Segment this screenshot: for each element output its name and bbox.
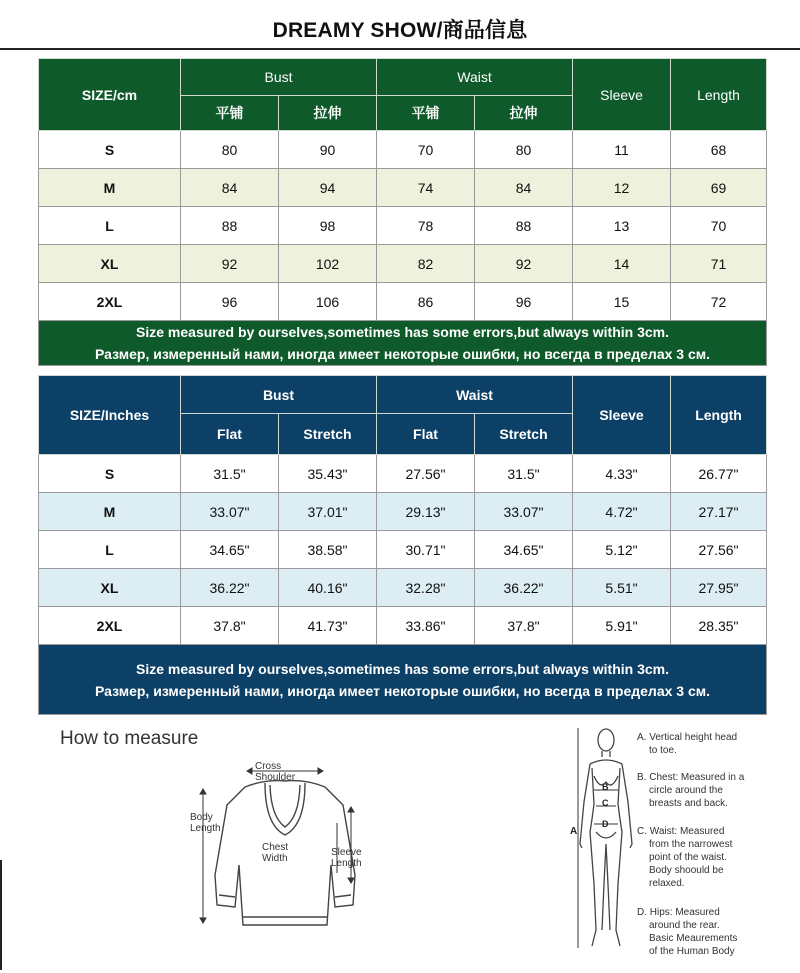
value-cell: 29.13"	[377, 493, 475, 531]
value-cell: 37.01"	[279, 493, 377, 531]
size-label-cell: XL	[39, 245, 181, 283]
value-cell: 32.28"	[377, 569, 475, 607]
value-cell: 84	[181, 169, 279, 207]
value-cell: 36.22"	[475, 569, 573, 607]
disclaimer-note	[39, 321, 767, 366]
value-cell: 72	[671, 283, 767, 321]
body-length-label: Body Length	[190, 812, 221, 834]
value-cell: 33.86"	[377, 607, 475, 645]
size-label-cell: M	[39, 493, 181, 531]
table-row	[39, 283, 767, 321]
value-cell: 5.91"	[573, 607, 671, 645]
bust-header: Bust	[181, 376, 377, 414]
value-cell: 33.07"	[181, 493, 279, 531]
sub-header: Stretch	[475, 414, 573, 455]
value-cell: 78	[377, 207, 475, 245]
value-cell: 37.8"	[181, 607, 279, 645]
value-cell: 14	[573, 245, 671, 283]
value-cell: 70	[377, 131, 475, 169]
size-table-cm	[38, 58, 767, 366]
value-cell: 86	[377, 283, 475, 321]
value-cell: 4.72"	[573, 493, 671, 531]
value-cell: 36.22"	[181, 569, 279, 607]
value-cell: 31.5"	[181, 455, 279, 493]
note-russian: Размер, измеренный нами, иногда имеет некоторые ошибки, но всегда в пределах 3 см.	[95, 346, 710, 362]
value-cell: 40.16"	[279, 569, 377, 607]
note-english: Size measured by ourselves,sometimes has some errors,but always within 3cm.	[136, 660, 669, 677]
size-label-cell: L	[39, 531, 181, 569]
sub-header: 拉伸	[475, 96, 573, 131]
title-divider	[0, 48, 800, 50]
sub-header: 拉伸	[279, 96, 377, 131]
value-cell: 92	[475, 245, 573, 283]
page-title: DREAMY SHOW/商品信息	[272, 19, 528, 42]
mark-a: A	[570, 826, 578, 837]
note-height: A. Vertical height head to toe.	[637, 732, 738, 756]
value-cell: 37.8"	[475, 607, 573, 645]
value-cell: 34.65"	[475, 531, 573, 569]
body-figure-diagram	[570, 724, 640, 964]
value-cell: 106	[279, 283, 377, 321]
sleeve-header: Sleeve	[573, 59, 671, 131]
value-cell: 27.17"	[671, 493, 767, 531]
value-cell: 26.77"	[671, 455, 767, 493]
value-cell: 34.65"	[181, 531, 279, 569]
table-row	[39, 455, 767, 493]
note-chest: B. Chest: Measured in a circle around the breasts and back.	[637, 772, 745, 809]
table-row	[39, 493, 767, 531]
value-cell: 68	[671, 131, 767, 169]
value-cell: 69	[671, 169, 767, 207]
table-row	[39, 207, 767, 245]
value-cell: 88	[181, 207, 279, 245]
value-cell: 15	[573, 283, 671, 321]
sub-header: Flat	[377, 414, 475, 455]
size-label-cell: 2XL	[39, 607, 181, 645]
value-cell: 28.35"	[671, 607, 767, 645]
table-row	[39, 131, 767, 169]
value-cell: 4.33"	[573, 455, 671, 493]
waist-header: Waist	[377, 376, 573, 414]
value-cell: 31.5"	[475, 455, 573, 493]
value-cell: 102	[279, 245, 377, 283]
value-cell: 27.56"	[671, 531, 767, 569]
value-cell: 84	[475, 169, 573, 207]
corner-label: SIZE/cm	[39, 59, 181, 131]
cross-shoulder-label: Cross Shoulder	[255, 761, 296, 783]
sub-header: Flat	[181, 414, 279, 455]
value-cell: 96	[181, 283, 279, 321]
value-cell: 90	[279, 131, 377, 169]
value-cell: 11	[573, 131, 671, 169]
size-label-cell: M	[39, 169, 181, 207]
sub-header: 平铺	[377, 96, 475, 131]
value-cell: 80	[475, 131, 573, 169]
value-cell: 12	[573, 169, 671, 207]
value-cell: 27.95"	[671, 569, 767, 607]
table-row	[39, 607, 767, 645]
value-cell: 92	[181, 245, 279, 283]
value-cell: 70	[671, 207, 767, 245]
value-cell: 35.43"	[279, 455, 377, 493]
disclaimer-note	[39, 645, 767, 715]
mark-c: C	[602, 798, 609, 808]
value-cell: 27.56"	[377, 455, 475, 493]
bust-header: Bust	[181, 59, 377, 96]
size-label-cell: 2XL	[39, 283, 181, 321]
value-cell: 88	[475, 207, 573, 245]
table-row	[39, 169, 767, 207]
value-cell: 13	[573, 207, 671, 245]
note-hips: D. Hips: Measured around the rear. Basic Meaurements of the Human Body	[637, 907, 738, 957]
how-to-measure-heading: How to measure	[60, 728, 199, 749]
table-row	[39, 531, 767, 569]
waist-header: Waist	[377, 59, 573, 96]
length-header: Length	[671, 59, 767, 131]
note-waist: C. Waist: Measured from the narrowest point of the waist. Body shoould be relaxed.	[637, 826, 733, 889]
left-edge-line	[0, 860, 2, 970]
sub-header: Stretch	[279, 414, 377, 455]
size-label-cell: L	[39, 207, 181, 245]
size-label-cell: XL	[39, 569, 181, 607]
sub-header: 平铺	[181, 96, 279, 131]
value-cell: 71	[671, 245, 767, 283]
sleeve-header: Sleeve	[573, 376, 671, 455]
table-row	[39, 245, 767, 283]
value-cell: 38.58"	[279, 531, 377, 569]
note-russian: Размер, измеренный нами, иногда имеет некоторые ошибки, но всегда в пределах 3 см.	[95, 682, 710, 699]
value-cell: 96	[475, 283, 573, 321]
value-cell: 94	[279, 169, 377, 207]
sleeve-length-label: Sleeve Length	[331, 847, 362, 869]
corner-label: SIZE/Inches	[39, 376, 181, 455]
value-cell: 5.51"	[573, 569, 671, 607]
note-english: Size measured by ourselves,sometimes has some errors,but always within 3cm.	[136, 324, 670, 340]
length-header: Length	[671, 376, 767, 455]
size-label-cell: S	[39, 455, 181, 493]
value-cell: 98	[279, 207, 377, 245]
value-cell: 82	[377, 245, 475, 283]
value-cell: 5.12"	[573, 531, 671, 569]
mark-b: B	[602, 782, 609, 792]
table-row	[39, 569, 767, 607]
size-table-inches	[38, 375, 767, 715]
mark-d: D	[602, 819, 609, 829]
size-label-cell: S	[39, 131, 181, 169]
value-cell: 30.71"	[377, 531, 475, 569]
value-cell: 74	[377, 169, 475, 207]
value-cell: 33.07"	[475, 493, 573, 531]
value-cell: 80	[181, 131, 279, 169]
value-cell: 41.73"	[279, 607, 377, 645]
chest-width-label: Chest Width	[262, 842, 289, 864]
